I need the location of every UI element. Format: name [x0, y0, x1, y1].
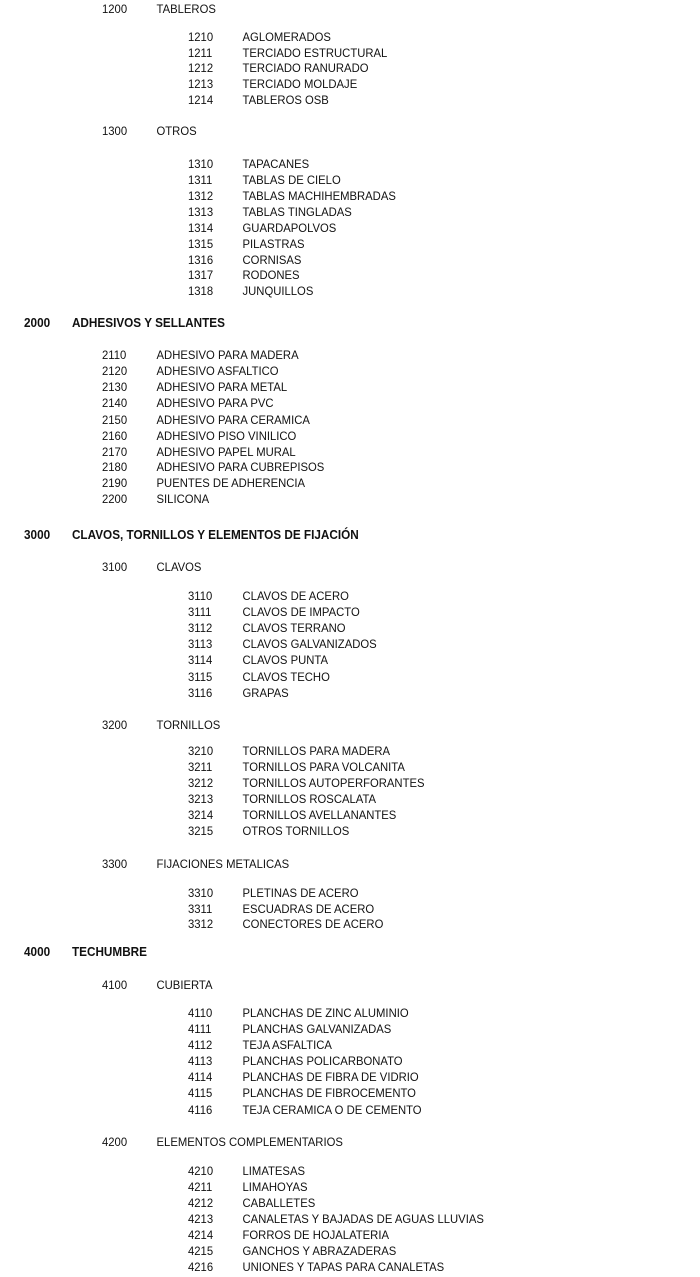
entry-label: JUNQUILLOS [242, 284, 314, 298]
entry-label: PUENTES DE ADHERENCIA [156, 476, 306, 490]
entry-label: ADHESIVO PARA PVC [156, 396, 274, 410]
entry-code: 1314 [188, 221, 214, 235]
entry-label: ADHESIVO PAPEL MURAL [156, 445, 296, 459]
entry-code: 1213 [188, 77, 214, 91]
entry-code: 3116 [188, 686, 213, 700]
entry-label: CLAVOS, TORNILLOS Y ELEMENTOS DE FIJACIÓN [71, 528, 359, 542]
entry-code: 2000 [24, 316, 51, 330]
entry-label: TAPACANES [242, 157, 310, 171]
entry-code: 4112 [188, 1038, 213, 1052]
entry-code: 4214 [188, 1228, 214, 1242]
entry-code: 1210 [188, 30, 214, 44]
entry-label: ESCUADRAS DE ACERO [242, 902, 375, 916]
entry-label: PILASTRAS [242, 237, 305, 251]
entry-code: 1316 [188, 253, 214, 267]
entry-code: 1310 [188, 157, 214, 171]
entry-label: ADHESIVOS Y SELLANTES [71, 316, 225, 330]
entry-label: PLETINAS DE ACERO [242, 886, 359, 900]
entry-label: CLAVOS DE IMPACTO [242, 605, 360, 619]
entry-label: TORNILLOS [156, 718, 221, 732]
entry-code: 4100 [102, 978, 128, 992]
entry-label: CLAVOS TERRANO [242, 621, 346, 635]
entry-code: 3312 [188, 917, 214, 931]
entry-label: TERCIADO MOLDAJE [242, 77, 358, 91]
entry-code: 3110 [188, 589, 213, 603]
entry-code: 2150 [102, 413, 128, 427]
entry-code: 4111 [188, 1022, 212, 1036]
entry-label: CLAVOS PUNTA [242, 653, 328, 667]
entry-code: 1200 [102, 2, 128, 16]
entry-code: 4113 [188, 1054, 213, 1068]
entry-label: OTROS [156, 124, 197, 138]
entry-code: 2110 [102, 348, 127, 362]
entry-label: TABLEROS OSB [242, 93, 329, 107]
entry-label: ADHESIVO PARA CERAMICA [156, 413, 310, 427]
entry-code: 3214 [188, 808, 214, 822]
entry-label: CLAVOS DE ACERO [242, 589, 349, 603]
entry-label: TERCIADO RANURADO [242, 61, 369, 75]
entry-label: TABLAS MACHIHEMBRADAS [242, 189, 396, 203]
entry-code: 4110 [188, 1006, 213, 1020]
entry-code: 4212 [188, 1196, 214, 1210]
entry-code: 2130 [102, 380, 128, 394]
entry-label: GANCHOS Y ABRAZADERAS [242, 1244, 397, 1258]
entry-code: 3114 [188, 653, 213, 667]
entry-label: PLANCHAS DE FIBRA DE VIDRIO [242, 1070, 419, 1084]
entry-label: TABLAS TINGLADAS [242, 205, 352, 219]
entry-code: 3213 [188, 792, 214, 806]
entry-code: 2120 [102, 364, 128, 378]
entry-label: CANALETAS Y BAJADAS DE AGUAS LLUVIAS [242, 1212, 484, 1226]
entry-label: TORNILLOS PARA MADERA [242, 744, 391, 758]
entry-label: TEJA ASFALTICA [242, 1038, 332, 1052]
entry-label: LIMAHOYAS [242, 1180, 308, 1194]
entry-code: 1315 [188, 237, 214, 251]
entry-code: 2200 [102, 492, 128, 506]
entry-code: 3210 [188, 744, 214, 758]
entry-code: 1317 [188, 268, 214, 282]
entry-label: TORNILLOS ROSCALATA [242, 792, 377, 806]
entry-code: 3300 [102, 857, 128, 871]
entry-code: 4200 [102, 1135, 128, 1149]
entry-code: 3215 [188, 824, 214, 838]
entry-code: 3212 [188, 776, 214, 790]
entry-code: 1214 [188, 93, 214, 107]
entry-label: UNIONES Y TAPAS PARA CANALETAS [242, 1260, 445, 1274]
entry-code: 3112 [188, 621, 213, 635]
entry-label: ADHESIVO PARA METAL [156, 380, 288, 394]
entry-code: 3111 [188, 605, 212, 619]
entry-code: 4000 [24, 945, 51, 959]
entry-code: 1318 [188, 284, 214, 298]
entry-code: 4213 [188, 1212, 214, 1226]
entry-code: 3311 [188, 902, 213, 916]
entry-code: 4216 [188, 1260, 214, 1274]
entry-code: 3310 [188, 886, 214, 900]
entry-label: AGLOMERADOS [242, 30, 331, 44]
entry-label: TORNILLOS AUTOPERFORANTES [242, 776, 425, 790]
entry-label: FORROS DE HOJALATERIA [242, 1228, 389, 1242]
entry-label: ADHESIVO PARA CUBREPISOS [156, 460, 325, 474]
entry-code: 3200 [102, 718, 128, 732]
entry-label: CABALLETES [242, 1196, 316, 1210]
entry-code: 1300 [102, 124, 128, 138]
entry-label: TERCIADO ESTRUCTURAL [242, 46, 388, 60]
entry-code: 2180 [102, 460, 128, 474]
entry-label: CLAVOS [156, 560, 202, 574]
entry-code: 4115 [188, 1086, 213, 1100]
entry-label: TABLEROS [156, 2, 216, 16]
entry-label: LIMATESAS [242, 1164, 306, 1178]
entry-label: TEJA CERAMICA O DE CEMENTO [242, 1103, 422, 1117]
entry-code: 3000 [24, 528, 51, 542]
entry-label: CUBIERTA [156, 978, 213, 992]
entry-label: TECHUMBRE [71, 945, 148, 959]
entry-code: 4116 [188, 1103, 213, 1117]
entry-label: PLANCHAS DE ZINC ALUMINIO [242, 1006, 409, 1020]
entry-code: 4210 [188, 1164, 214, 1178]
entry-code: 2140 [102, 396, 128, 410]
entry-label: RODONES [242, 268, 300, 282]
entry-label: ADHESIVO ASFALTICO [156, 364, 279, 378]
entry-code: 1311 [188, 173, 213, 187]
entry-label: TORNILLOS AVELLANANTES [242, 808, 397, 822]
entry-label: ELEMENTOS COMPLEMENTARIOS [156, 1135, 343, 1149]
entry-label: ADHESIVO PISO VINILICO [156, 429, 297, 443]
entry-code: 2170 [102, 445, 128, 459]
entry-code: 3113 [188, 637, 213, 651]
entry-code: 2160 [102, 429, 128, 443]
entry-label: TORNILLOS PARA VOLCANITA [242, 760, 405, 774]
entry-code: 4114 [188, 1070, 213, 1084]
entry-label: CORNISAS [242, 253, 302, 267]
entry-code: 1313 [188, 205, 214, 219]
entry-code: 3115 [188, 670, 213, 684]
entry-label: TABLAS DE CIELO [242, 173, 341, 187]
entry-label: OTROS TORNILLOS [242, 824, 350, 838]
entry-code: 3211 [188, 760, 213, 774]
entry-code: 4211 [188, 1180, 213, 1194]
entry-label: PLANCHAS GALVANIZADAS [242, 1022, 392, 1036]
entry-code: 1312 [188, 189, 214, 203]
entry-label: CLAVOS GALVANIZADOS [242, 637, 377, 651]
entry-label: SILICONA [156, 492, 210, 506]
entry-label: PLANCHAS POLICARBONATO [242, 1054, 403, 1068]
entry-label: GRAPAS [242, 686, 289, 700]
entry-code: 1211 [188, 46, 213, 60]
entry-code: 3100 [102, 560, 128, 574]
entry-label: FIJACIONES METALICAS [156, 857, 290, 871]
entry-label: PLANCHAS DE FIBROCEMENTO [242, 1086, 416, 1100]
entry-code: 2190 [102, 476, 128, 490]
entry-label: ADHESIVO PARA MADERA [156, 348, 299, 362]
entry-label: CLAVOS TECHO [242, 670, 330, 684]
entry-code: 4215 [188, 1244, 214, 1258]
entry-label: GUARDAPOLVOS [242, 221, 337, 235]
entry-label: CONECTORES DE ACERO [242, 917, 384, 931]
entry-code: 1212 [188, 61, 214, 75]
